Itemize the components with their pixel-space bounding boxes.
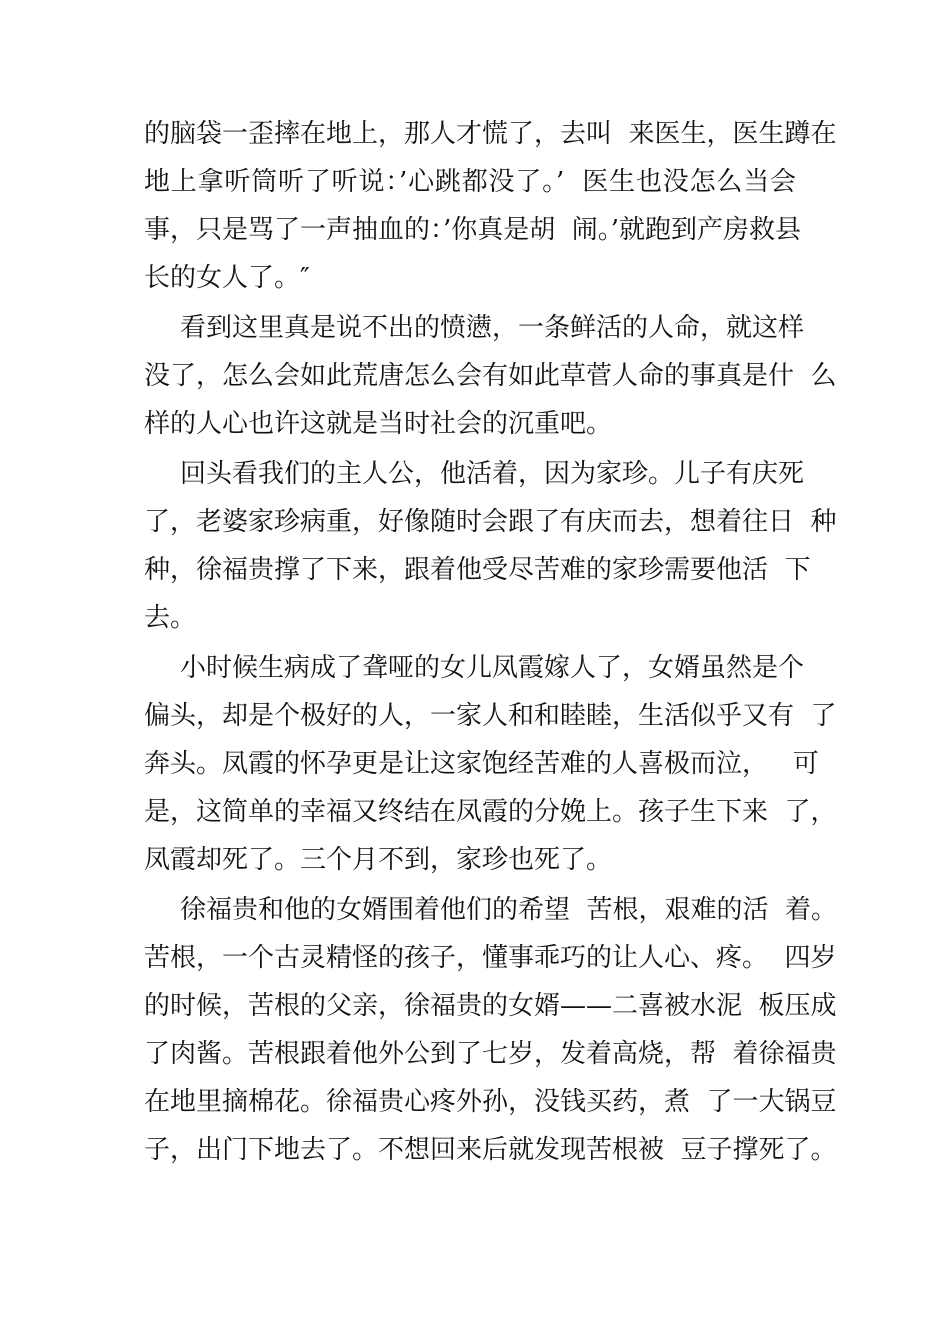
text-line: 种，徐福贵撑了下来，跟着他受尽苦难的家珍需要他活 下 [144, 555, 811, 585]
text-line: 凤霞却死了。三个月不到，家珍也死了。 [144, 845, 613, 875]
text-line: 偏头，却是个极好的人，一家人和和睦睦，生活似乎又有 了 [144, 701, 837, 731]
text-line: 是，这简单的幸福又终结在凤霞的分娩上。孩子生下来 了， [144, 797, 837, 827]
text-line: 苦根，一个古灵精怪的孩子，懂事乖巧的让人心、疼。 四岁 [144, 943, 837, 973]
text-line: 的时候，苦根的父亲，徐福贵的女婿——二喜被水泥 板压成 [144, 991, 837, 1021]
text-line: 子，出门下地去了。不想回来后就发现苦根被 豆子撑死了。 [144, 1135, 837, 1165]
text-line: 长的女人了。″ [144, 263, 310, 293]
text-line: 了肉酱。苦根跟着他外公到了七岁，发着高烧，帮 着徐福贵 [144, 1039, 837, 1069]
text-line: 的脑袋一歪摔在地上，那人才慌了，去叫 来医生，医生蹲在 [144, 119, 837, 149]
text-line: 没了，怎么会如此荒唐怎么会有如此草菅人命的事真是什 么 [144, 361, 837, 391]
text-line: 奔头。凤霞的怀孕更是让这家饱经苦难的人喜极而泣， 可 [144, 749, 819, 779]
paragraph [144, 304, 837, 448]
text-line: 小时候生病成了聋哑的女儿凤霞嫁人了，女婿虽然是个 [180, 653, 805, 683]
text-line: 回头看我们的主人公，他活着，因为家珍。儿子有庆死 [180, 459, 805, 489]
paragraph [144, 886, 838, 1174]
text-line: 看到这里真是说不出的愤懑，一条鲜活的人命，就这样 [180, 313, 805, 343]
text-line: 徐福贵和他的女婿围着他们的希望 苦根，艰难的活 着。 [180, 895, 838, 925]
paragraph [144, 450, 837, 642]
text-line: 去。 [144, 603, 197, 633]
text-line: 地上拿听筒听了听说：’心跳都没了。’ 医生也没怎么当会 [144, 167, 796, 197]
paragraph [144, 110, 837, 302]
text-line: 在地里摘棉花。徐福贵心疼外孙，没钱买药，煮 了一大锅豆 [144, 1087, 837, 1117]
text-line: 事，只是骂了一声抽血的：’你真是胡 闹。’就跑到产房救县 [144, 215, 802, 245]
document-body [144, 110, 838, 1174]
text-line: 了，老婆家珍病重，好像随时会跟了有庆而去，想着往日 种 [144, 507, 837, 537]
text-line: 样的人心也许这就是当时社会的沉重吧。 [144, 409, 613, 439]
paragraph [144, 644, 837, 884]
